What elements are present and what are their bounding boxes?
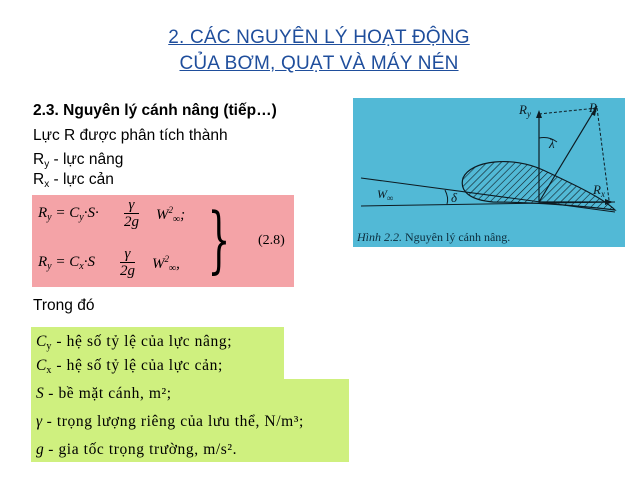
delta-arc: [445, 190, 448, 204]
figure-caption: [357, 230, 510, 245]
ry-subscript: y: [44, 159, 50, 170]
formula-image: [32, 195, 294, 287]
definition-cx: $C_x$ - hệ số tỷ lệ của lực cản;: [36, 357, 223, 376]
label-delta: δ: [451, 190, 458, 205]
formula-ry-left: $R_y = C_y\cdot S\cdot$: [38, 205, 99, 223]
text-line-drag: [33, 171, 114, 194]
figure-caption-number: Hình 2.2.: [357, 230, 402, 244]
definition-cy: $C_y$ - hệ số tỷ lệ của lực nâng;: [36, 333, 233, 352]
label-r: R: [589, 100, 597, 115]
label-lambda: λ: [549, 136, 555, 151]
equation-number: (2.8): [258, 233, 285, 248]
formula-rx-w: $W^2_\infty$,: [152, 254, 180, 274]
formula-rx-fraction: $\frac{\gamma}{2g}$: [120, 246, 135, 279]
label-ry: $R_y$: [519, 102, 531, 119]
section-heading: 2.3. Nguyên lý cánh nâng (tiếp…): [33, 102, 277, 119]
rx-subscript: x: [44, 179, 50, 190]
figure-caption-text: Nguyên lý cánh nâng.: [402, 230, 511, 244]
text-line-r-decomposition: Lực R được phân tích thành: [33, 127, 228, 144]
page-title-line2: CỦA BƠM, QUẠT VÀ MÁY NÉN: [179, 53, 459, 74]
definition-gamma: γ - trọng lượng riêng của lưu thể, N/m³;: [36, 413, 304, 430]
formula-ry-fraction: $\frac{\gamma}{2g}$: [124, 197, 139, 230]
formula-rx-left: $R_y = C_x\cdot S$: [38, 254, 95, 272]
brace-symbol: }: [207, 197, 231, 281]
page-title-line1: 2. CÁC NGUYÊN LÝ HOẠT ĐỘNG: [168, 27, 470, 48]
where-label: Trong đó: [33, 297, 95, 314]
ry-description: - lực nâng: [49, 151, 124, 168]
definition-s: S - bề mặt cánh, m²;: [36, 385, 172, 402]
rx-symbol: R: [33, 171, 45, 188]
rx-description: - lực cản: [49, 171, 114, 188]
airfoil-diagram: [353, 98, 625, 247]
airfoil-figure: [353, 98, 625, 247]
label-rx: $R_x$: [593, 182, 605, 199]
formula-ry-w: $W^2_\infty$;: [156, 205, 186, 225]
label-w-infinity: $W_\infty$: [377, 187, 394, 203]
ry-symbol: R: [33, 151, 45, 168]
definition-g: g - gia tốc trọng trường, m/s².: [36, 441, 238, 458]
